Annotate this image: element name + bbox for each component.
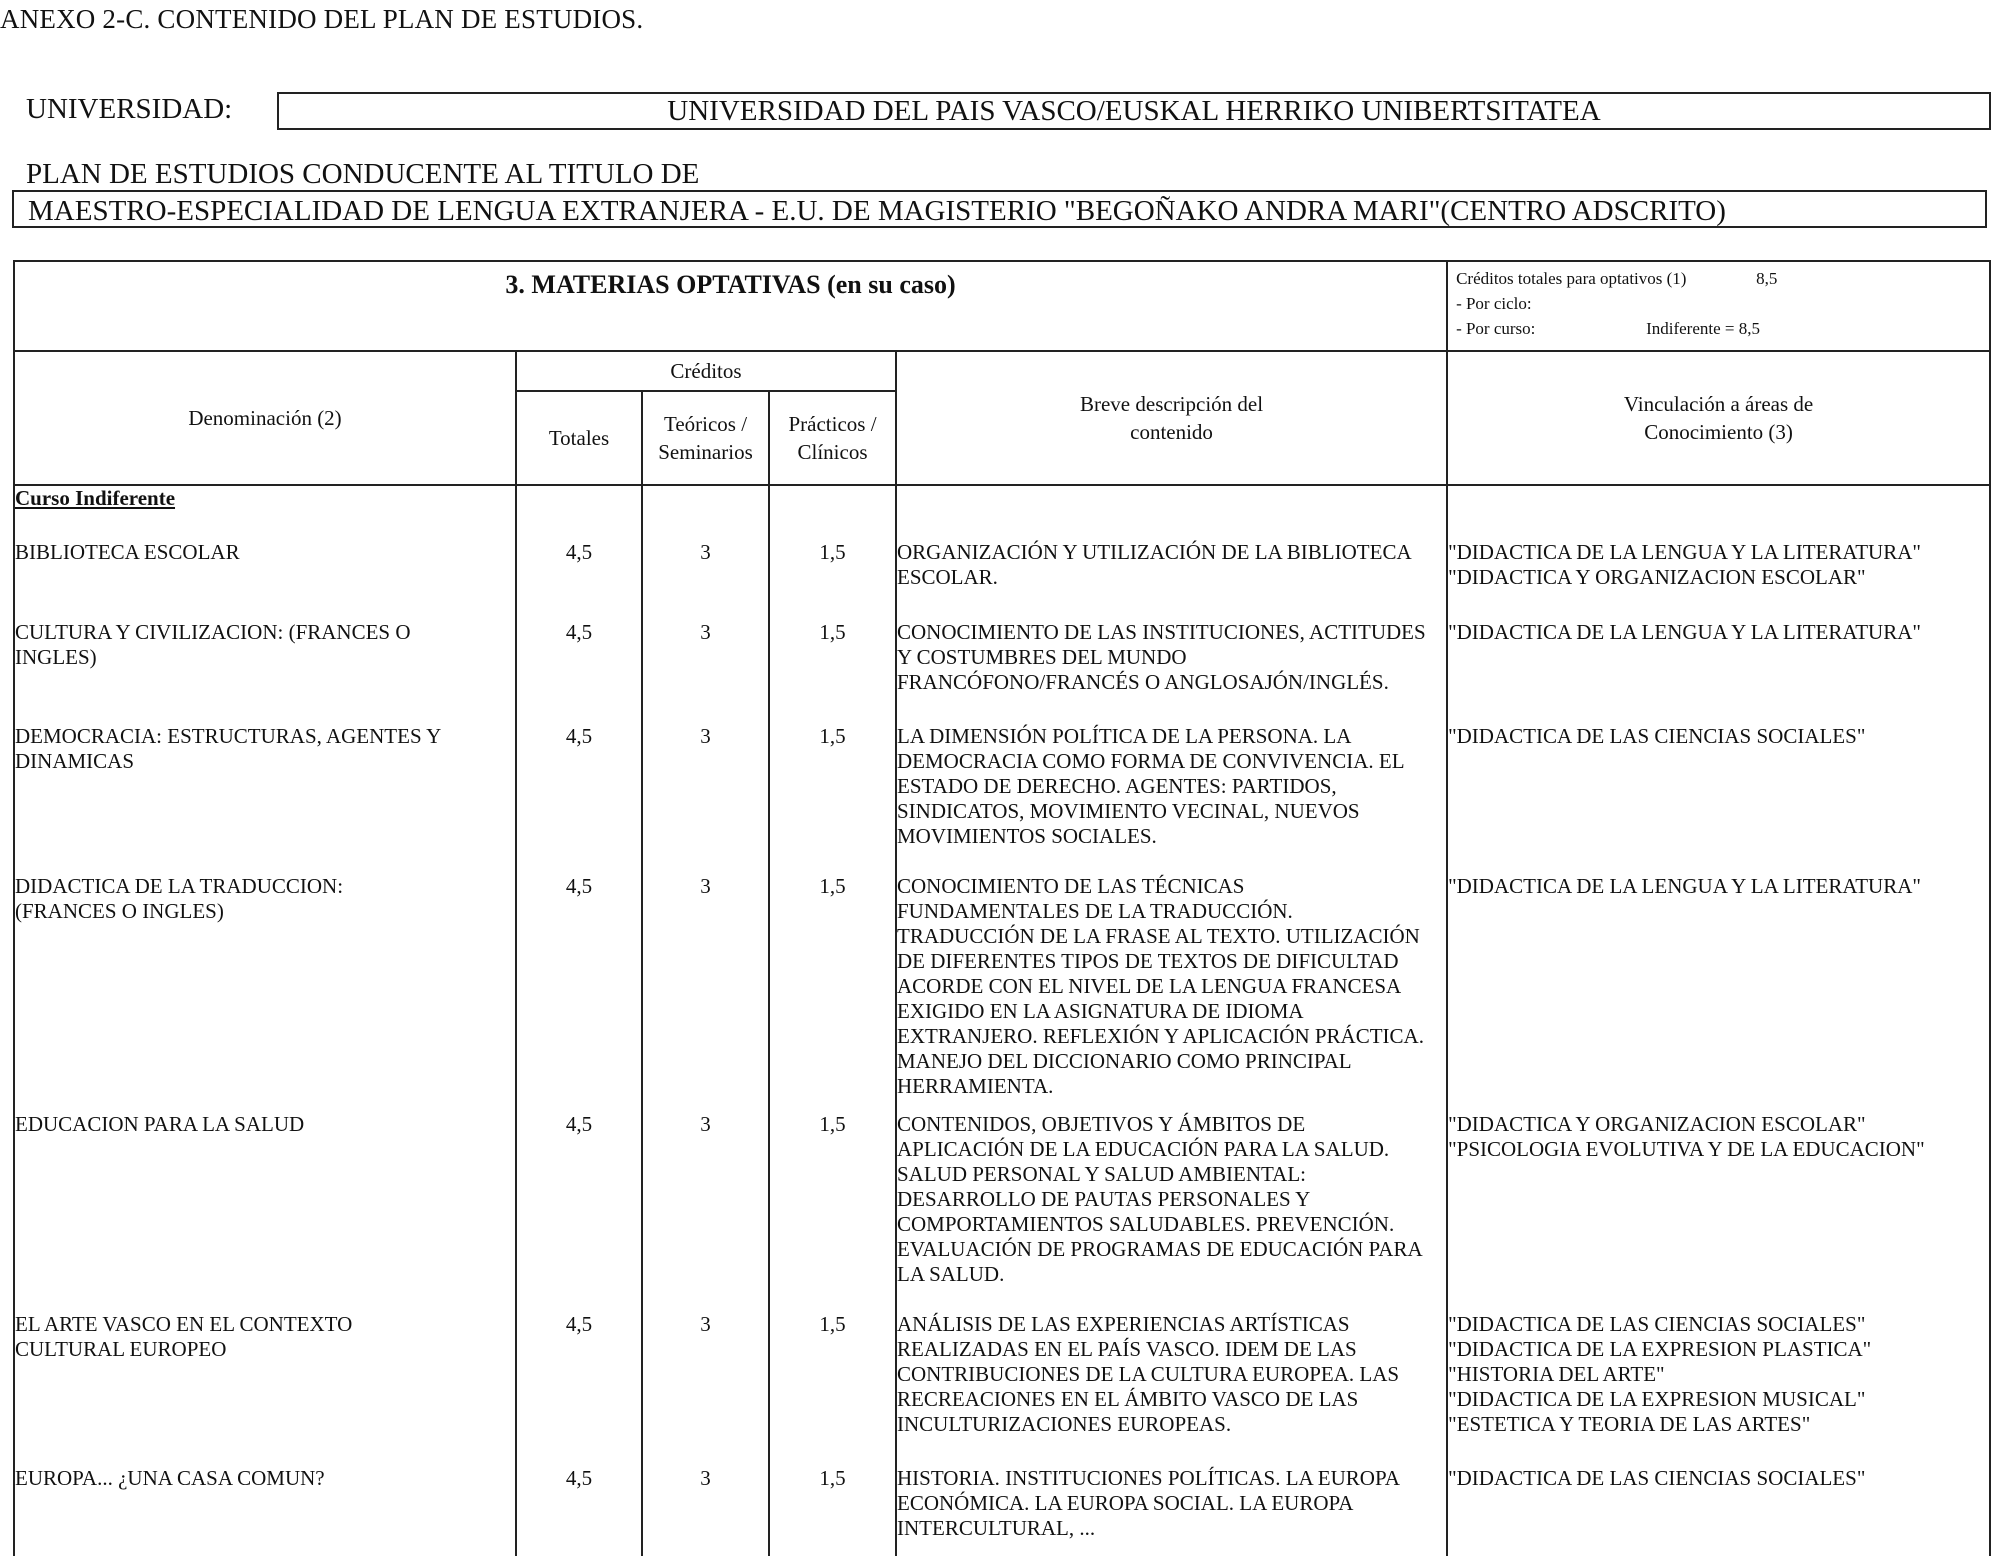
credits-practice: 1,5 xyxy=(819,874,846,898)
header-creditos: Créditos xyxy=(516,351,896,391)
credits-practice-cell xyxy=(769,1466,896,1556)
knowledge-area-line: "DIDACTICA Y ORGANIZACION ESCOLAR" xyxy=(1448,1112,1866,1136)
university-value: UNIVERSIDAD DEL PAIS VASCO/EUSKAL HERRIKO UNIBERTSITATEA xyxy=(277,92,1991,130)
table-row xyxy=(14,540,1990,620)
group-label-cell xyxy=(14,485,516,540)
credits-theory: 3 xyxy=(700,1112,711,1136)
description-cell xyxy=(896,1312,1447,1466)
credits-theory-cell xyxy=(642,874,769,1112)
optional-subjects-table xyxy=(13,260,1991,1556)
credits-total: 4,5 xyxy=(565,724,593,748)
credits-theory: 3 xyxy=(700,1312,711,1336)
description-line: HISTORIA. INSTITUCIONES POLÍTICAS. LA EUROPA xyxy=(897,1466,1400,1490)
credits-practice-cell xyxy=(769,724,896,874)
total-credits-value: 8,5 xyxy=(1756,269,1778,288)
table-row xyxy=(14,874,1990,1112)
header-practicos-line: Clínicos xyxy=(797,440,868,464)
description-line: FUNDAMENTALES DE LA TRADUCCIÓN. xyxy=(897,899,1293,923)
credits-total-cell xyxy=(516,874,642,1112)
description-line: DEMOCRACIA COMO FORMA DE CONVIVENCIA. EL xyxy=(897,749,1405,773)
credits-theory-cell xyxy=(642,620,769,724)
knowledge-area-line: "DIDACTICA DE LA LENGUA Y LA LITERATURA" xyxy=(1448,874,1921,898)
credits-total-cell xyxy=(516,1112,642,1312)
credits-practice-cell xyxy=(769,540,896,620)
credits-theory-cell xyxy=(642,1312,769,1466)
description-line: LA DIMENSIÓN POLÍTICA DE LA PERSONA. LA xyxy=(897,724,1352,748)
credits-total: 4,5 xyxy=(565,1466,593,1490)
table-row xyxy=(14,620,1990,724)
description-line: TRADUCCIÓN DE LA FRASE AL TEXTO. UTILIZACIÓN xyxy=(897,924,1420,948)
credits-theory: 3 xyxy=(700,724,711,748)
credits-theory: 3 xyxy=(700,1466,711,1490)
description-line: INCULTURIZACIONES EUROPEAS. xyxy=(897,1412,1232,1436)
credits-practice: 1,5 xyxy=(819,1466,846,1490)
credits-total-cell xyxy=(516,620,642,724)
credits-theory-cell xyxy=(642,724,769,874)
knowledge-area-cell xyxy=(1447,724,1990,874)
knowledge-area-line: "DIDACTICA Y ORGANIZACION ESCOLAR" xyxy=(1448,565,1866,589)
credits-practice-cell xyxy=(769,620,896,724)
header-descripcion xyxy=(896,351,1447,485)
credits-practice: 1,5 xyxy=(819,620,846,644)
header-vinculacion xyxy=(1447,351,1990,485)
group-row xyxy=(14,485,1990,540)
knowledge-area-line: "PSICOLOGIA EVOLUTIVA Y DE LA EDUCACION" xyxy=(1448,1137,1925,1161)
header-descripcion-line: contenido xyxy=(1130,420,1213,444)
credits-practice-cell xyxy=(769,1112,896,1312)
knowledge-area-cell xyxy=(1447,1112,1990,1312)
subject-name-line: (FRANCES O INGLES) xyxy=(15,899,224,923)
per-cycle-label: - Por ciclo: xyxy=(1456,294,1532,313)
description-line: DE DIFERENTES TIPOS DE TEXTOS DE DIFICULTAD xyxy=(897,949,1399,973)
subject-name-cell xyxy=(14,540,516,620)
subject-name-line: CULTURAL EUROPEO xyxy=(15,1337,227,1361)
header-teoricos-line: Teóricos / xyxy=(663,412,748,436)
credits-practice-cell xyxy=(769,874,896,1112)
subject-name-line: DEMOCRACIA: ESTRUCTURAS, AGENTES Y xyxy=(15,724,442,748)
description-line: SINDICATOS, MOVIMIENTO VECINAL, NUEVOS xyxy=(897,799,1360,823)
header-totales: Totales xyxy=(516,391,642,485)
header-descripcion-line: Breve descripción del xyxy=(1079,392,1264,416)
description-line: Y COSTUMBRES DEL MUNDO xyxy=(897,645,1187,669)
credits-theory: 3 xyxy=(700,620,711,644)
description-line: EXIGIDO EN LA ASIGNATURA DE IDIOMA xyxy=(897,999,1304,1023)
description-line: LA SALUD. xyxy=(897,1262,1005,1286)
university-label: UNIVERSIDAD: xyxy=(26,93,233,125)
subject-name-line: EUROPA... ¿UNA CASA COMUN? xyxy=(15,1466,325,1490)
credits-theory: 3 xyxy=(700,540,711,564)
header-denominacion: Denominación (2) xyxy=(14,351,516,485)
description-line: EXTRANJERO. REFLEXIÓN Y APLICACIÓN PRÁCTICA. xyxy=(897,1024,1424,1048)
header-vinculacion-line: Vinculación a áreas de xyxy=(1623,392,1814,416)
credits-total: 4,5 xyxy=(565,620,593,644)
credits-practice-cell xyxy=(769,1312,896,1466)
table-row xyxy=(14,1466,1990,1556)
header-teoricos xyxy=(642,391,769,485)
credits-total: 4,5 xyxy=(565,874,593,898)
subject-name-cell xyxy=(14,620,516,724)
description-line: CONOCIMIENTO DE LAS TÉCNICAS xyxy=(897,874,1245,898)
description-cell xyxy=(896,1112,1447,1312)
table-title-row xyxy=(14,261,1990,351)
credits-total-cell xyxy=(516,1466,642,1556)
credits-theory-cell xyxy=(642,1466,769,1556)
credits-total: 4,5 xyxy=(565,1312,593,1336)
description-line: MANEJO DEL DICCIONARIO COMO PRINCIPAL xyxy=(897,1049,1352,1073)
knowledge-area-line: "DIDACTICA DE LAS CIENCIAS SOCIALES" xyxy=(1448,1466,1866,1490)
description-cell xyxy=(896,724,1447,874)
knowledge-area-line: "DIDACTICA DE LA EXPRESION MUSICAL" xyxy=(1448,1387,1866,1411)
subject-name-line: DIDACTICA DE LA TRADUCCION: xyxy=(15,874,344,898)
credits-practice: 1,5 xyxy=(819,540,846,564)
description-line: HERRAMIENTA. xyxy=(897,1074,1054,1098)
description-line: ECONÓMICA. LA EUROPA SOCIAL. LA EUROPA xyxy=(897,1491,1354,1515)
per-course-value: Indiferente = 8,5 xyxy=(1646,319,1760,338)
knowledge-area-line: "DIDACTICA DE LA EXPRESION PLASTICA" xyxy=(1448,1337,1872,1361)
subject-name-cell xyxy=(14,1112,516,1312)
description-line: COMPORTAMIENTOS SALUDABLES. PREVENCIÓN. xyxy=(897,1212,1395,1236)
knowledge-area-line: "DIDACTICA DE LAS CIENCIAS SOCIALES" xyxy=(1448,1312,1866,1336)
knowledge-area-cell xyxy=(1447,1466,1990,1556)
header-practicos-line: Prácticos / xyxy=(788,412,877,436)
plan-title-value: MAESTRO-ESPECIALIDAD DE LENGUA EXTRANJERA - E.U. DE MAGISTERIO "BEGOÑAKO ANDRA MARI"(CENTRO ADSCRITO) xyxy=(12,190,1987,228)
description-cell xyxy=(896,620,1447,724)
knowledge-area-cell xyxy=(1447,620,1990,724)
description-line: FRANCÓFONO/FRANCÉS O ANGLOSAJÓN/INGLÉS. xyxy=(897,670,1389,694)
header-vinculacion-line: Conocimiento (3) xyxy=(1644,420,1793,444)
description-line: CONOCIMIENTO DE LAS INSTITUCIONES, ACTITUDES xyxy=(897,620,1426,644)
description-line: RECREACIONES EN EL ÁMBITO VASCO DE LAS xyxy=(897,1387,1359,1411)
description-line: CONTENIDOS, OBJETIVOS Y ÁMBITOS DE xyxy=(897,1112,1306,1136)
credits-practice: 1,5 xyxy=(819,724,846,748)
knowledge-area-line: "DIDACTICA DE LAS CIENCIAS SOCIALES" xyxy=(1448,724,1866,748)
description-cell xyxy=(896,1466,1447,1556)
table-row xyxy=(14,724,1990,874)
subject-name-line: DINAMICAS xyxy=(15,749,135,773)
knowledge-area-cell xyxy=(1447,540,1990,620)
table-row xyxy=(14,1312,1990,1466)
knowledge-area-line: "DIDACTICA DE LA LENGUA Y LA LITERATURA" xyxy=(1448,620,1921,644)
credits-theory-cell xyxy=(642,540,769,620)
credits-total-cell xyxy=(516,724,642,874)
description-line: APLICACIÓN DE LA EDUCACIÓN PARA LA SALUD. xyxy=(897,1137,1390,1161)
description-line: ORGANIZACIÓN Y UTILIZACIÓN DE LA BIBLIOTECA xyxy=(897,540,1412,564)
total-credits-label: Créditos totales para optativos (1) xyxy=(1456,269,1687,288)
subject-name-line: INGLES) xyxy=(15,645,97,669)
subject-name-line: BIBLIOTECA ESCOLAR xyxy=(15,540,240,564)
description-line: ANÁLISIS DE LAS EXPERIENCIAS ARTÍSTICAS xyxy=(897,1312,1350,1336)
credits-practice: 1,5 xyxy=(819,1312,846,1336)
credits-total-cell xyxy=(516,1312,642,1466)
annex-heading: ANEXO 2-C. CONTENIDO DEL PLAN DE ESTUDIOS. xyxy=(0,4,644,34)
description-line: DESARROLLO DE PAUTAS PERSONALES Y xyxy=(897,1187,1311,1211)
description-line: MOVIMIENTOS SOCIALES. xyxy=(897,824,1157,848)
per-course-label: - Por curso: xyxy=(1456,319,1536,338)
subject-name-cell xyxy=(14,724,516,874)
description-line: ACORDE CON EL NIVEL DE LA LENGUA FRANCESA xyxy=(897,974,1402,998)
subject-name-cell xyxy=(14,874,516,1112)
subject-name-cell xyxy=(14,1312,516,1466)
description-line: REALIZADAS EN EL PAÍS VASCO. IDEM DE LAS xyxy=(897,1337,1357,1361)
table-row xyxy=(14,1112,1990,1312)
credits-total: 4,5 xyxy=(565,1112,593,1136)
knowledge-area-line: "ESTETICA Y TEORIA DE LAS ARTES" xyxy=(1448,1412,1811,1436)
header-row-1 xyxy=(14,351,1990,391)
subject-name-line: CULTURA Y CIVILIZACION: (FRANCES O xyxy=(15,620,411,644)
knowledge-area-cell xyxy=(1447,874,1990,1112)
section-title: 3. MATERIAS OPTATIVAS (en su caso) xyxy=(14,261,1447,351)
knowledge-area-cell xyxy=(1447,1312,1990,1466)
description-cell xyxy=(896,874,1447,1112)
knowledge-area-line: "DIDACTICA DE LA LENGUA Y LA LITERATURA" xyxy=(1448,540,1921,564)
description-line: ESTADO DE DERECHO. AGENTES: PARTIDOS, xyxy=(897,774,1337,798)
credits-total: 4,5 xyxy=(565,540,593,564)
credits-theory-cell xyxy=(642,1112,769,1312)
description-line: EVALUACIÓN DE PROGRAMAS DE EDUCACIÓN PARA xyxy=(897,1237,1423,1261)
group-label: Curso Indiferente xyxy=(15,486,176,510)
description-cell xyxy=(896,540,1447,620)
description-line: ESCOLAR. xyxy=(897,565,998,589)
credits-practice: 1,5 xyxy=(819,1112,846,1136)
credits-theory: 3 xyxy=(700,874,711,898)
description-line: SALUD PERSONAL Y SALUD AMBIENTAL: xyxy=(897,1162,1306,1186)
credits-summary xyxy=(1447,261,1990,351)
subject-name-line: EL ARTE VASCO EN EL CONTEXTO xyxy=(15,1312,353,1336)
credits-total-cell xyxy=(516,540,642,620)
knowledge-area-line: "HISTORIA DEL ARTE" xyxy=(1448,1362,1665,1386)
subject-name-line: EDUCACION PARA LA SALUD xyxy=(15,1112,305,1136)
table-body xyxy=(14,485,1990,1556)
description-line: INTERCULTURAL, ... xyxy=(897,1516,1096,1540)
plan-label: PLAN DE ESTUDIOS CONDUCENTE AL TITULO DE xyxy=(26,158,700,190)
header-teoricos-line: Seminarios xyxy=(658,440,753,464)
header-practicos xyxy=(769,391,896,485)
subject-name-cell xyxy=(14,1466,516,1556)
description-line: CONTRIBUCIONES DE LA CULTURA EUROPEA. LAS xyxy=(897,1362,1400,1386)
